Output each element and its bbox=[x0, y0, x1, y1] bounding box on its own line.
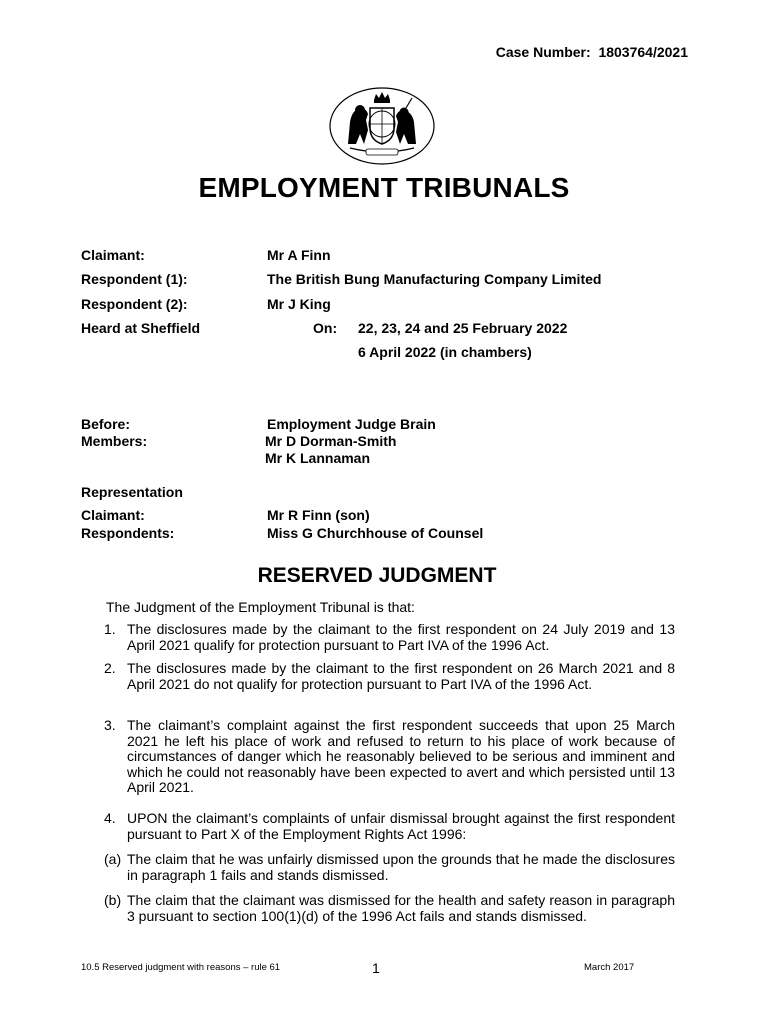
footer-date: March 2017 bbox=[584, 962, 635, 973]
item-number: (a) bbox=[104, 851, 122, 867]
judgment-item bbox=[104, 622, 675, 653]
case-number bbox=[496, 44, 688, 60]
judgment-item bbox=[104, 852, 675, 883]
item-number: (b) bbox=[104, 892, 122, 908]
item-text: The disclosures made by the claimant to the first respondent on 24 July 2019 and 13 April 2021 qualify for protection pursuant to Part IVA of the 1996 Act. bbox=[127, 621, 675, 653]
respondent2-label: Respondent (2): bbox=[81, 296, 188, 312]
judgment-item bbox=[104, 718, 675, 796]
footer-form-reference: 10.5 Reserved judgment with reasons – rule 61 bbox=[81, 962, 281, 973]
rep-respondents-value: Miss G Churchhouse of Counsel bbox=[267, 525, 484, 541]
judgment-intro: The Judgment of the Employment Tribunal is that: bbox=[106, 599, 415, 615]
page-title: EMPLOYMENT TRIBUNALS bbox=[198, 172, 570, 203]
judgment-item bbox=[104, 661, 675, 692]
case-number-label: Case Number: bbox=[495, 44, 591, 60]
claimant-value: Mr A Finn bbox=[267, 247, 331, 263]
item-text: The claimant’s complaint against the first respondent succeeds that upon 25 March 2021 he left his place of work and refused to return to his place of work because of circumstances of danger which he reasonably believed to be serious and imminent and which he could not reasonably have been expected to avert and which persisted until 13 April 2021. bbox=[127, 717, 675, 796]
on-label: On: bbox=[313, 320, 338, 336]
heard-at-label: Heard at Sheffield bbox=[81, 320, 201, 336]
judge-name: Employment Judge Brain bbox=[267, 416, 436, 432]
item-text: The claim that he was unfairly dismissed upon the grounds that he made the disclosures in paragraph 1 fails and stands dismissed. bbox=[127, 851, 675, 883]
item-number: 1. bbox=[104, 621, 116, 637]
item-number: 4. bbox=[104, 810, 116, 826]
respondent1-value: The British Bung Manufacturing Company Limited bbox=[267, 271, 602, 287]
respondent1-label: Respondent (1): bbox=[81, 271, 188, 287]
respondent2-value: Mr J King bbox=[267, 296, 331, 312]
item-number: 2. bbox=[104, 660, 116, 676]
case-number-value: 1803764/2021 bbox=[598, 44, 688, 60]
member-2: Mr K Lannaman bbox=[265, 450, 371, 466]
item-text: UPON the claimant’s complaints of unfair dismissal brought against the first respondent pursuant to Part X of the Employment Rights Act 1996: bbox=[127, 810, 675, 842]
representation-heading: Representation bbox=[81, 484, 183, 500]
judgment-title: RESERVED JUDGMENT bbox=[257, 564, 497, 587]
judgment-item bbox=[104, 893, 675, 924]
hearing-dates-chambers: 6 April 2022 (in chambers) bbox=[358, 344, 532, 360]
rep-respondents-label: Respondents: bbox=[81, 525, 175, 541]
page-number: 1 bbox=[372, 960, 380, 976]
members-label: Members: bbox=[81, 433, 148, 449]
judgment-item bbox=[104, 811, 675, 842]
member-1: Mr D Dorman-Smith bbox=[265, 433, 397, 449]
royal-coat-of-arms-icon bbox=[328, 86, 436, 166]
item-number: 3. bbox=[104, 717, 116, 733]
rep-claimant-value: Mr R Finn (son) bbox=[267, 507, 370, 523]
hearing-dates: 22, 23, 24 and 25 February 2022 bbox=[358, 320, 568, 336]
before-label: Before: bbox=[81, 416, 131, 432]
item-text: The disclosures made by the claimant to the first respondent on 26 March 2021 and 8 April 2021 do not qualify for protection pursuant to Part IVA of the 1996 Act. bbox=[127, 660, 675, 692]
item-text: The claim that the claimant was dismissed for the health and safety reason in paragraph 3 pursuant to section 100(1)(d) of the 1996 Act fails and stands dismissed. bbox=[127, 892, 675, 924]
claimant-label: Claimant: bbox=[81, 247, 145, 263]
rep-claimant-label: Claimant: bbox=[81, 507, 145, 523]
